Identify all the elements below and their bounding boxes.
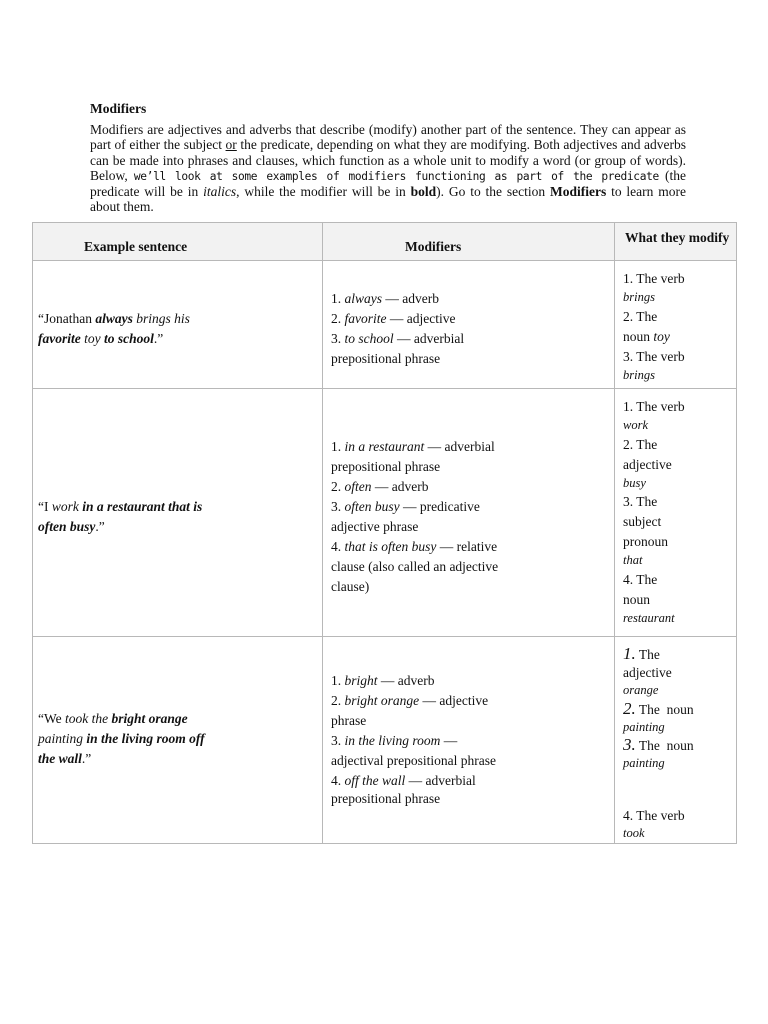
sentence-text: .”: [81, 751, 92, 766]
target-word: painting: [623, 719, 665, 734]
target-number: 1.: [623, 644, 636, 663]
target-word: restaurant: [623, 610, 675, 625]
target-label: 3. The verb: [623, 348, 685, 364]
row3-sentence: [38, 709, 205, 769]
row2-targets-cell: [614, 388, 737, 637]
target-word: took: [623, 826, 645, 840]
target-label: 1. The verb: [623, 399, 685, 414]
intro-or-underlined: or: [225, 137, 237, 153]
modifier-bold: bright orange: [108, 711, 188, 726]
target-label: 3. The: [623, 494, 658, 509]
target-word: orange: [623, 683, 659, 697]
row3-modifiers-cell: [322, 636, 615, 844]
modifier-bold: the wall: [38, 751, 82, 766]
target-label: The noun: [635, 738, 694, 753]
list-item: 1. always — adverb: [331, 291, 439, 306]
sentence-text: “Jonathan: [38, 311, 96, 326]
list-item: 2. favorite — adjective: [331, 311, 456, 326]
list-item-continuation: prepositional phrase: [331, 351, 441, 366]
list-item-continuation: clause (also called an adjective: [331, 559, 499, 574]
modifiers-section-link[interactable]: Modifiers: [549, 184, 607, 200]
intro-text: the predicate, depending on what they are modifying. Both adjectives and adverbs can be made into phrases and clauses, which function as a whole unit to modify a word (or group of words). Below,: [90, 137, 686, 183]
target-number: 2.: [623, 698, 636, 718]
target-number: 3.: [623, 735, 636, 754]
target-word: brings: [623, 367, 655, 382]
target-label: The noun: [635, 701, 694, 717]
row3-targets-list: [623, 645, 694, 773]
row3-targets-cell: [614, 636, 737, 844]
header-label: What they modify: [625, 230, 730, 245]
header-label: Example sentence: [84, 239, 188, 254]
modifier-bold: favorite: [38, 331, 81, 346]
intro-bold-word: bold: [410, 184, 437, 200]
predicate-italic: took the: [65, 711, 109, 726]
predicate-italic: brings his: [132, 311, 190, 326]
row3-targets-list-end: [623, 807, 685, 843]
intro-text: (the predicate will be in: [90, 167, 686, 200]
intro-text: to learn more about them.: [90, 184, 686, 215]
target-label: pronoun: [623, 534, 668, 549]
sentence-text: .”: [95, 519, 105, 534]
row3-sentence-cell: [32, 636, 323, 844]
row1-modifiers-list: [331, 289, 464, 369]
predicate-italic: painting: [38, 731, 84, 746]
row2-modifiers-list: [331, 437, 498, 597]
section-heading: Modifiers: [90, 101, 147, 116]
header-modifiers: [322, 222, 615, 261]
row2-targets-list: [623, 397, 685, 627]
intro-text: ). Go to the section: [436, 184, 550, 200]
target-label: 1. The verb: [623, 271, 685, 286]
target-label: The: [635, 647, 660, 662]
target-label: 2. The: [623, 436, 658, 452]
target-label: 4. The verb: [623, 808, 685, 823]
intro-italics-word: italics: [203, 184, 237, 200]
row2-modifiers-cell: [322, 388, 615, 637]
target-label: noun: [623, 328, 654, 344]
modifier-bold: to school: [100, 331, 154, 346]
row2-sentence-cell: [32, 388, 323, 637]
header-example-sentence: [32, 222, 323, 261]
sentence-text: “We: [38, 711, 66, 726]
list-item: 2. often — adverb: [331, 479, 429, 494]
intro-text: Modifiers are adjectives and adverbs that describe (modify) another part of the sentence. They can appear as part of either the subject: [90, 122, 686, 153]
sentence-text: .”: [153, 331, 164, 346]
modifier-bold: often busy: [38, 519, 96, 534]
list-item: 3. to school — adverbial: [331, 331, 465, 346]
list-item: 3. often busy — predicative: [331, 499, 480, 514]
sentence-text: “I: [38, 499, 52, 514]
target-label: adjective: [623, 456, 672, 472]
target-label: subject: [623, 514, 662, 529]
list-item-continuation: prepositional phrase: [331, 791, 441, 806]
intro-paragraph: [90, 122, 686, 215]
row1-modifiers-cell: [322, 260, 615, 389]
header-what-they-modify: [614, 222, 737, 261]
list-item-continuation: adjectival prepositional phrase: [331, 753, 496, 768]
target-word: toy: [653, 328, 670, 344]
list-item-continuation: adjective phrase: [331, 519, 419, 534]
target-label: 2. The: [623, 308, 658, 324]
modifier-bold: in a restaurant that is: [78, 499, 203, 514]
list-item: 2. bright orange — adjective: [331, 693, 489, 708]
predicate-italic: toy: [80, 331, 101, 346]
list-item: 1. in a restaurant — adverbial: [331, 439, 495, 454]
row3-modifiers-list: [331, 671, 496, 807]
row1-sentence: [38, 309, 190, 349]
intro-text: , while the modifier will be in: [236, 184, 411, 200]
list-item-continuation: prepositional phrase: [331, 459, 441, 474]
target-label: adjective: [623, 665, 672, 680]
modifier-bold: in the living room off: [83, 731, 205, 746]
row1-targets-cell: [614, 260, 737, 389]
target-label: noun: [623, 591, 650, 607]
intro-mono-text: we’ll look at some examples of modifiers functioning as part of the predicate: [133, 169, 659, 183]
list-item: 4. off the wall — adverbial: [331, 773, 476, 788]
target-word: work: [623, 418, 648, 432]
predicate-italic: work: [51, 499, 79, 514]
list-item: 3. in the living room —: [331, 733, 458, 748]
target-word: that: [623, 553, 643, 567]
row1-targets-list: [623, 269, 685, 384]
modifier-bold: always: [95, 311, 133, 326]
list-item-continuation: phrase: [331, 713, 367, 728]
list-item: 1. bright — adverb: [331, 673, 435, 688]
row2-sentence: [38, 497, 202, 537]
row1-sentence-cell: [32, 260, 323, 389]
list-item-continuation: clause): [331, 579, 370, 594]
target-word: brings: [623, 290, 655, 304]
header-label: Modifiers: [405, 239, 462, 254]
target-word: busy: [623, 475, 646, 490]
target-word: painting: [623, 756, 665, 770]
list-item: 4. that is often busy — relative: [331, 539, 498, 554]
target-label: 4. The: [623, 571, 658, 587]
